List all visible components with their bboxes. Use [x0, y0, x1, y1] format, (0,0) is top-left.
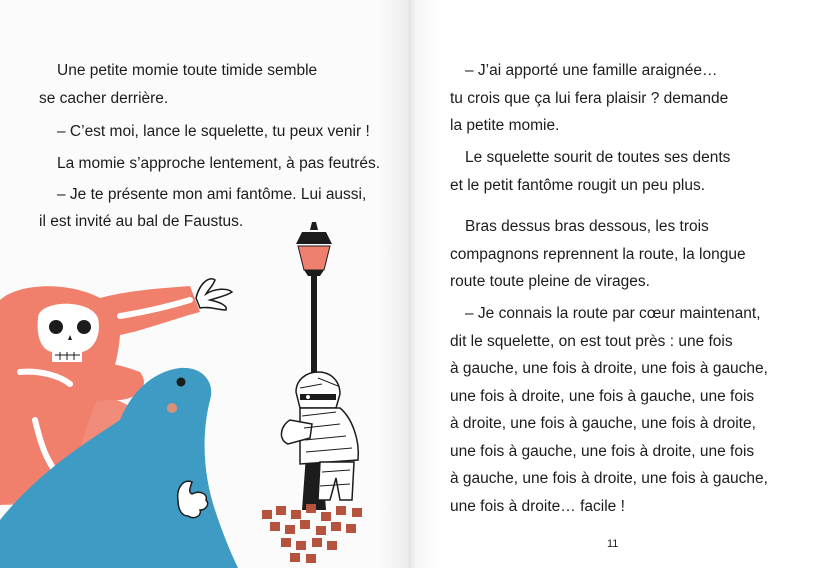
text-line: – Je connais la route par cœur maintenant,	[465, 305, 761, 322]
text-line: la petite momie.	[450, 117, 560, 134]
text-line: Une petite momie toute timide semble	[57, 62, 318, 79]
text-line: à droite, une fois à gauche, une fois à droite,	[450, 415, 756, 432]
ghost-eye	[177, 378, 186, 387]
page-number: 11	[607, 538, 619, 550]
text-line: route toute pleine de virages.	[450, 273, 650, 290]
ghost-blush	[167, 403, 177, 413]
text-line: La momie s’approche lentement, à pas feutrés.	[57, 155, 381, 172]
text-line: une fois à droite… facile !	[450, 498, 625, 515]
text-line: et le petit fantôme rougit un peu plus.	[450, 177, 706, 194]
mummy-figure	[281, 372, 358, 500]
text-line: une fois à gauche, une fois à droite, une fois	[450, 443, 755, 460]
text-line: – J’ai apporté une famille araignée…	[465, 62, 718, 79]
text-line: il est invité au bal de Faustus.	[39, 213, 244, 230]
text-line: à gauche, une fois à droite, une fois à gauche,	[450, 360, 768, 377]
text-line: Bras dessus bras dessous, les trois	[465, 218, 709, 235]
text-line: dit le squelette, on est tout près : une fois	[450, 333, 733, 350]
text-line: – C’est moi, lance le squelette, tu peux venir !	[57, 123, 370, 140]
text-line: – Je te présente mon ami fantôme. Lui aussi,	[57, 186, 367, 203]
text-line: Le squelette sourit de toutes ses dents	[465, 149, 731, 166]
text-line: se cacher derrière.	[39, 90, 169, 107]
illustration	[0, 215, 410, 568]
text-line: une fois à droite, une fois à gauche, une fois	[450, 388, 755, 405]
text-line: tu crois que ça lui fera plaisir ? demande	[450, 90, 729, 107]
text-line: à gauche, une fois à droite, une fois à gauche,	[450, 470, 768, 487]
cobblestones	[262, 504, 362, 563]
text-line: compagnons reprennent la route, la longue	[450, 246, 746, 263]
